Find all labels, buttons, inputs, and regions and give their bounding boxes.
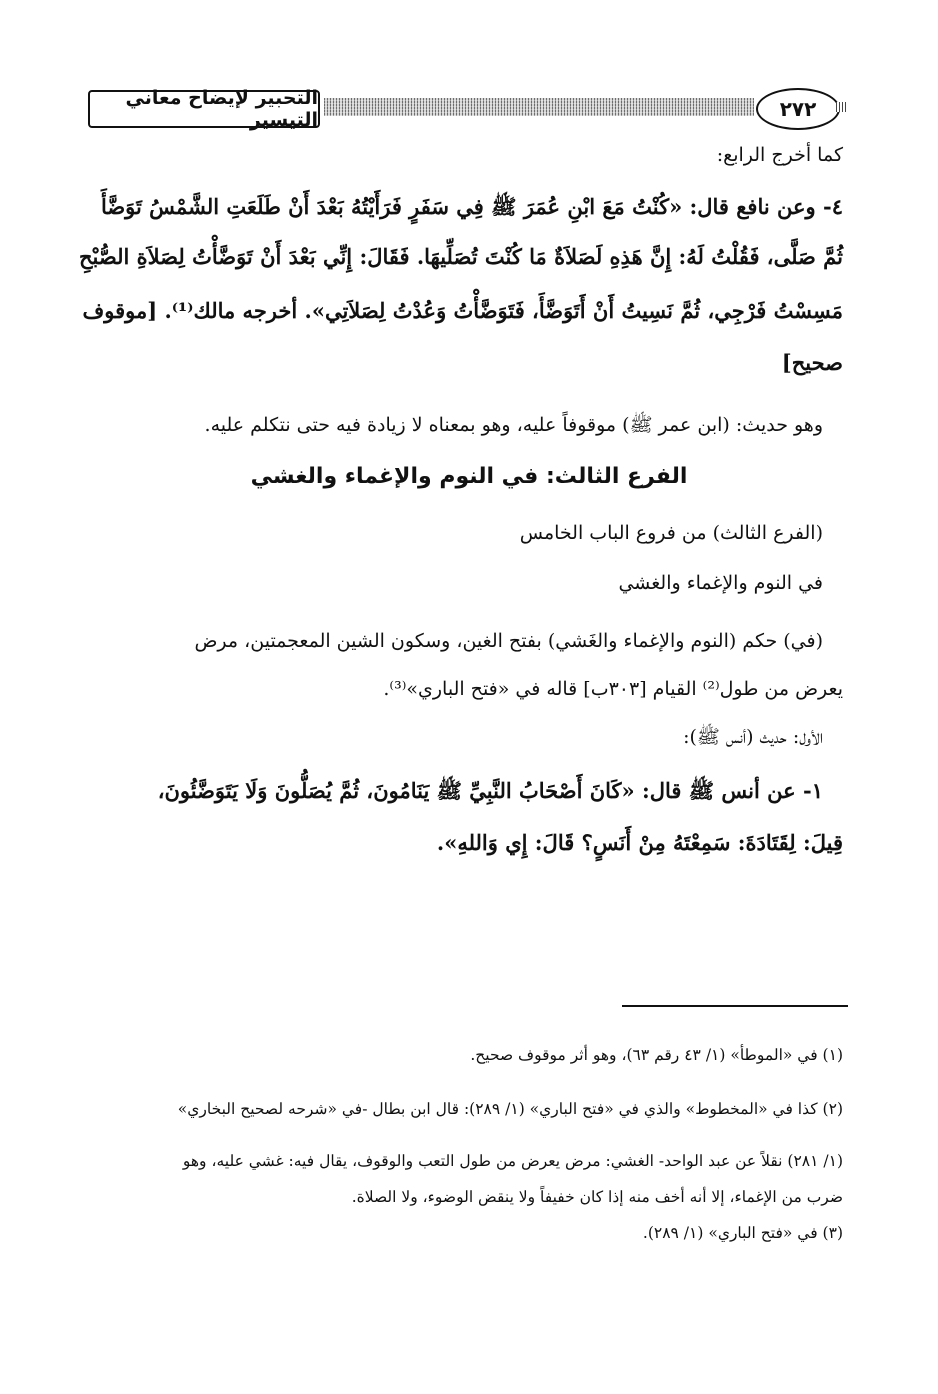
footnote-2-continued-2: ضرب من الإغماء، إلا أنه أخف منه إذا كان خفيفاً ولا ينقض الوضوء، ولا الصلاة. <box>351 1188 843 1206</box>
footnote-2: (٢) كذا في «المخطوط» والذي في «فتح الباري» (١/ ٢٨٩): قال ابن بطال -في «شرحه لصحيح البخاري» <box>177 1100 843 1118</box>
hadith-1-line-1: ١- عن أنس ﷺ قال: «كَانَ أَصْحَابُ النَّبِيِّ ﷺ يَنَامُونَ، ثُمَّ يُصَلُّونَ وَلَا يَتَوَضَّئُونَ، <box>157 778 823 803</box>
footnote-1: (١) في «الموطأ» (١/ ٤٣ رقم ٦٣)، وهو أثر موقوف صحيح. <box>470 1046 843 1064</box>
definition-line-2: يعرض من طول⁽²⁾ القيام [٣٠٣ب] قاله في «فتح الباري»⁽³⁾. <box>383 678 843 700</box>
first-hadith-intro: الأول: حديث (أنس ﷺ): <box>683 726 823 748</box>
footnote-separator <box>622 1005 848 1007</box>
hadith-4-line-3: مَسِسْتُ فَرْجِي، ثُمَّ نَسِيتُ أَنْ أَتَوَضَّأَ، فَتَوَضَّأْتُ وَعُدْتُ لِصَلاَتِي». أخرجه مالك⁽¹⁾. [موقوف <box>82 298 843 323</box>
footnote-3: (٣) في «فتح الباري» (١/ ٢٨٩). <box>642 1224 843 1242</box>
commentary-line: وهو حديث: (ابن عمر ﷺ) موقوفاً عليه، وهو بمعناه لا زيادة فيه حتى نتكلم عليه. <box>204 414 823 436</box>
branch-line: (الفرع الثالث) من فروع الباب الخامس <box>519 522 823 544</box>
section-heading: الفرع الثالث: في النوم والإغماء والغشي <box>250 464 688 489</box>
header-decorative-band <box>324 98 754 116</box>
page-header <box>88 88 848 130</box>
hadith-1-line-2: قِيلَ: لِقَتَادَةَ: سَمِعْتَهُ مِنْ أَنَسٍ؟ قَالَ: إِي وَاللهِ». <box>436 830 843 855</box>
book-title: التحبير لإيضاح معاني التيسير <box>88 90 320 128</box>
hadith-4-line-2: ثُمَّ صَلَّى، فَقُلْتُ لَهُ: إِنَّ هَذِهِ لَصَلاَةٌ مَا كُنْتَ تُصَلِّيهَا. فَقَالَ: إِنِّي بَعْدَ أَنْ تَوَضَّأْتُ لِصَلاَةِ الصُّبْحِ <box>78 244 843 269</box>
definition-line-1: (في) حكم (النوم والإغماء والغَشي) بفتح الغين، وسكون الشين المعجمتين، مرض <box>194 630 823 652</box>
hadith-4-grade: صحيح] <box>781 350 843 375</box>
hadith-4-line-1: ٤- وعن نافع قال: «كُنْتُ مَعَ ابْنِ عُمَرَ ﷺ فِي سَفَرٍ فَرَأَيْتُهُ بَعْدَ أَنْ طَلَعَتِ الشَّمْسُ تَوَضَّأَ <box>100 194 843 219</box>
page-number: ٢٧٢ <box>756 88 840 130</box>
header-decorative-end <box>836 102 846 112</box>
topic-line: في النوم والإغماء والغشي <box>618 572 823 594</box>
intro-line: كما أخرج الرابع: <box>716 144 843 166</box>
footnote-2-continued-1: (١/ ٢٨١) نقلاً عن عبد الواحد- الغشي: مرض يعرض من طول التعب والوقوف، يقال فيه: غشي عليه، وهو <box>182 1152 843 1170</box>
